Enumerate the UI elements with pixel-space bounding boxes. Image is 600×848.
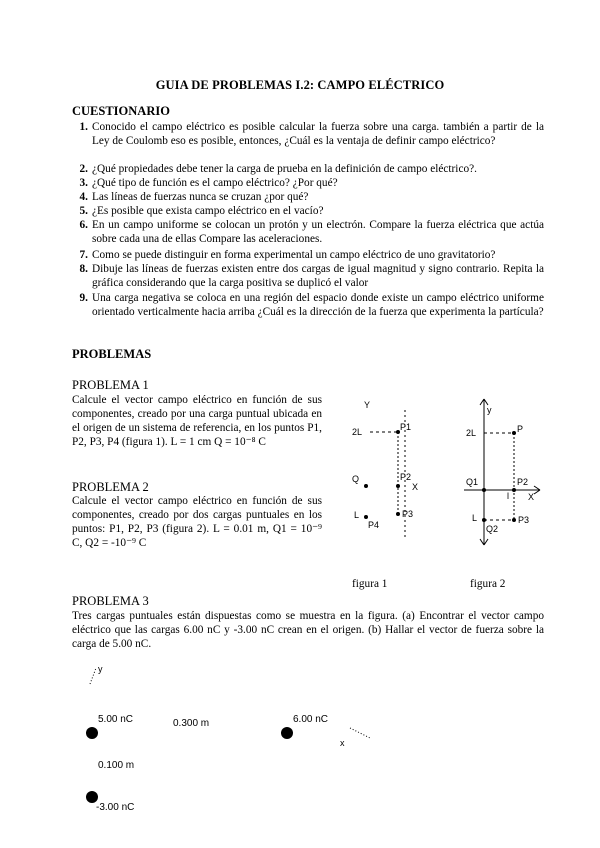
fig1-label-p4: P4 <box>368 520 380 530</box>
fig2-axis-y: y <box>487 405 492 415</box>
p3-axis-y: y <box>98 664 103 674</box>
problem-3-axes <box>80 660 380 750</box>
point-p3 <box>396 512 400 516</box>
problemas-heading: PROBLEMAS <box>72 347 152 361</box>
fig2-axis-x: X <box>528 492 535 502</box>
question-text: ¿Qué propiedades debe tener la carga de prueba en la definición de campo eléctrico?. <box>92 163 477 175</box>
question-number: 7. <box>79 249 88 261</box>
problem-3-title: PROBLEMA 3 <box>72 594 149 608</box>
question-number: 8. <box>79 263 88 275</box>
charge-5nc-label: 5.00 nC <box>98 714 134 725</box>
point-p2 <box>396 484 400 488</box>
charge-q2 <box>482 518 486 522</box>
fig2-label-p: P <box>517 424 524 434</box>
question-text: ¿Qué tipo de función es el campo eléctrico? ¿Por qué? <box>92 177 338 189</box>
charge-6nc <box>281 727 293 739</box>
charge-q1 <box>482 488 486 492</box>
fig1-label-p1: P1 <box>400 422 412 432</box>
problem-2-title: PROBLEMA 2 <box>72 480 149 494</box>
cuestionario-heading: CUESTIONARIO <box>72 104 170 118</box>
fig2-label-2l: 2L <box>466 428 477 438</box>
fig1-label-2l: 2L <box>352 427 363 437</box>
fig2-label-p3: P3 <box>518 515 530 525</box>
point-p <box>512 431 516 435</box>
question-number: 9. <box>79 292 88 304</box>
fig2-label-q2: Q2 <box>486 524 499 534</box>
question-text: ¿Es posible que exista campo eléctrico en el vacío? <box>92 205 324 217</box>
fig1-label-p2: P2 <box>400 472 412 482</box>
question-number: 1. <box>79 121 88 133</box>
fig1-label-l: L <box>354 510 360 520</box>
question-text: Conocido el campo eléctrico es posible calcular la fuerza sobre una carga. también a partir de la Ley de Coulomb eso es posible, entonces, ¿Cuál es la ventaja de definir campo eléctrico? <box>92 121 544 147</box>
problem-3-text: Tres cargas puntuales están dispuestas como se muestra en la figura. (a) Encontrar el vector campo eléctrico que las cargas 6.00 nC y -3.00 nC crean en el origen. (b) Hallar el vector de fuerza sobre la carga de 5.00 nC. <box>72 610 544 650</box>
fig2-label-l1: l <box>507 491 509 501</box>
p3-axis-x: x <box>340 738 345 748</box>
charge-5nc <box>86 727 98 739</box>
charge-neg3nc-label: -3.00 nC <box>96 802 135 813</box>
point-p3 <box>512 518 516 522</box>
fig1-label-p3: P3 <box>402 509 414 519</box>
question-number: 4. <box>79 191 88 203</box>
point-p4 <box>364 515 368 519</box>
charge-6nc-label: 6.00 nC <box>293 714 329 725</box>
point-p2 <box>512 488 516 492</box>
figure-2-caption: figura 2 <box>470 578 506 590</box>
fig2-label-l: L <box>472 513 478 523</box>
problem-1-text: Calcule el vector campo eléctrico en función de sus componentes, creado por una carga puntual ubicada en el origen de un sistema de referencia, en los puntos P1, P2, P3, P4 (figura 1). L = 1 cm Q = 10⁻⁸ C <box>72 394 322 448</box>
figure-2-diagram <box>460 395 550 555</box>
fig2-label-p2: P2 <box>517 477 529 487</box>
figure-1-caption: figura 1 <box>352 578 388 590</box>
distance-x-label: 0.300 m <box>173 718 210 729</box>
problem-2-text: Calcule el vector campo eléctrico en función de sus componentes, creado por dos cargas puntuales en los puntos: P1, P2, P3 (figura 2). L = 0.01 m, Q1 = 10⁻⁹ C, Q2 = -10⁻⁹ C <box>72 495 322 549</box>
fig1-label-q: Q <box>352 474 360 484</box>
question-number: 2. <box>79 163 88 175</box>
question-number: 6. <box>79 219 88 231</box>
question-text: Dibuje las líneas de fuerzas existen entre dos cargas de igual magnitud y signo contrario. Repita la gráfica considerando que la carga positiva se duplicó el valor <box>92 263 544 289</box>
question-text: Una carga negativa se coloca en una región del espacio donde existe un campo eléctrico uniforme orientado verticalmente hacia arriba ¿Cuál es la dirección de la fuerza que experimenta la partícula? <box>92 292 544 318</box>
distance-y-label: 0.100 m <box>98 760 135 771</box>
question-text: Como se puede distinguir en forma experimental un campo eléctrico de uno gravitatorio? <box>92 249 496 261</box>
page-title: GUIA DE PROBLEMAS I.2: CAMPO ELÉCTRICO <box>155 78 445 92</box>
charge-q <box>364 484 368 488</box>
fig2-label-q1: Q1 <box>466 477 479 487</box>
fig1-axis-y: Y <box>364 400 371 410</box>
question-number: 5. <box>79 205 88 217</box>
question-number: 3. <box>79 177 88 189</box>
question-text: En un campo uniforme se colocan un protón y un electrón. Compare la fuerza eléctrica que actúa sobre cada una de ellas Compare las aceleraciones. <box>92 219 544 245</box>
problem-1-title: PROBLEMA 1 <box>72 378 149 392</box>
fig1-axis-x: X <box>412 482 419 492</box>
figure-1-diagram <box>340 390 450 550</box>
question-text: Las líneas de fuerzas nunca se cruzan ¿por qué? <box>92 191 309 203</box>
